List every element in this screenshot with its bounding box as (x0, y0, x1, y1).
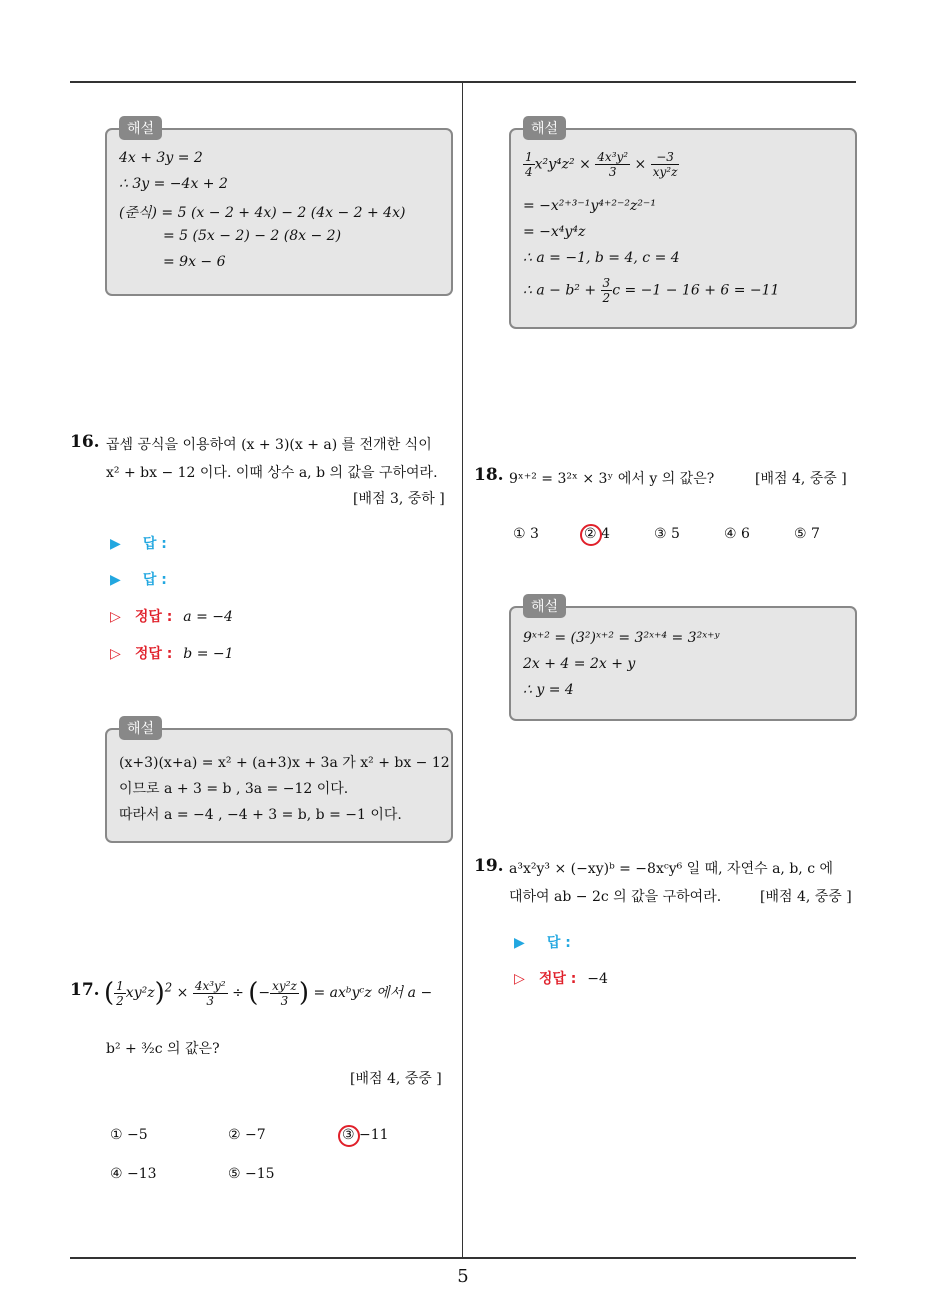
outline-triangle-icon: ▷ (110, 609, 121, 625)
column-divider (462, 83, 463, 1259)
question-number-17: 17. (70, 980, 100, 1000)
solution-line: (x+3)(x+a) = x² + (a+3)x + 3a 가 x² + bx − 12 (119, 755, 450, 771)
selected-answer-circle (338, 1125, 360, 1147)
choice-4[interactable]: ④ 6 (724, 526, 750, 542)
solution-line: 4x + 3y = 2 (119, 150, 203, 166)
solution-box-1 (105, 121, 453, 296)
question-17-score: [배점 4, 중중 ] (350, 1071, 442, 1087)
solution-box-4 (509, 599, 857, 721)
correct-answer-row (514, 968, 608, 988)
choice-3[interactable]: ③ −11 (342, 1127, 389, 1143)
solution-line: = −x⁴y⁴z (523, 224, 586, 240)
outline-triangle-icon: ▷ (110, 646, 121, 662)
selected-answer-circle (580, 524, 602, 546)
question-17-expression: ( $\frac{1}{2}$ xy²z)$^2$ × $\frac{\text{4x³y²}}{3}$ ÷ (− $\frac{\text{xy²z}}{3}$ ) = axᵇyᶜz 에서 a − (104, 978, 433, 1008)
solution-line: ∴ a = −1, b = 4, c = 4 (523, 250, 680, 266)
solution-line: 9ˣ⁺² = (3²)ˣ⁺² = 3²ˣ⁺⁴ = 3²ˣ⁺ʸ (523, 630, 720, 646)
solution-line: 2x + 4 = 2x + y (523, 656, 636, 672)
choice-1[interactable]: ① −5 (110, 1127, 148, 1143)
question-16-text-line1: 곱셈 공식을 이용하여 (x + 3)(x + a) 를 전개한 식이 (106, 437, 432, 453)
answer-label: 답 : (142, 572, 167, 588)
page-number: 5 (457, 1266, 469, 1287)
play-triangle-icon: ▶ (110, 536, 121, 552)
correct-answer-row-1 (110, 606, 233, 626)
solution-line: ∴ y = 4 (523, 682, 574, 698)
choice-4[interactable]: ④ −13 (110, 1166, 157, 1182)
solution-box-2 (105, 721, 453, 843)
solution-box-3 (509, 121, 857, 329)
correct-label: 정답 : (538, 971, 577, 987)
question-16-text-line2: x² + bx − 12 이다. 이때 상수 a, b 의 값을 구하여라. (106, 465, 438, 481)
correct-answer-row-2 (110, 643, 234, 663)
outline-triangle-icon: ▷ (514, 971, 525, 987)
question-17-expression-tail: = axᵇyᶜz 에서 a − (313, 985, 433, 1001)
choice-2[interactable]: ② −7 (228, 1127, 266, 1143)
solution-line-final: ∴ a − b² + $\frac{3}{2}$ c = −1 − 16 + 6 = −11 (523, 276, 780, 305)
answer-label: 답 : (142, 536, 167, 552)
solution-line: = 9x − 6 (163, 254, 226, 270)
solution-label: 해설 (119, 116, 162, 140)
solution-label: 해설 (523, 594, 566, 618)
solution-line: 이므로 a + 3 = b , 3a = −12 이다. (119, 781, 349, 797)
top-rule (70, 81, 856, 83)
play-triangle-icon: ▶ (110, 572, 121, 588)
choice-5[interactable]: ⑤ 7 (794, 526, 820, 542)
solution-line-fraction-product: $\frac{1}{4}$ x²y⁴z² × $\frac{\text{4x³y²}}{3}$ × $\frac{-3}{\text{xy²z}}$ (525, 150, 678, 179)
choice-3[interactable]: ③ 5 (654, 526, 680, 542)
solution-line: ∴ 3y = −4x + 2 (119, 176, 228, 192)
correct-label: 정답 : (134, 646, 173, 662)
answer-row (514, 932, 571, 952)
question-number-19: 19. (474, 856, 504, 876)
question-number-16: 16. (70, 432, 100, 452)
solution-line: = −x²⁺³⁻¹y⁴⁺²⁻²z²⁻¹ (523, 198, 656, 214)
correct-value: −4 (587, 971, 608, 987)
answer-row-1 (110, 533, 167, 553)
question-18-text: 9ˣ⁺² = 3²ˣ × 3ʸ 에서 y 의 값은? (509, 471, 715, 487)
question-19-score: [배점 4, 중중 ] (760, 889, 852, 905)
question-19-text-line1: a³x²y³ × (−xy)ᵇ = −8xᶜy⁶ 일 때, 자연수 a, b, c 에 (509, 861, 834, 877)
answer-row-2 (110, 569, 167, 589)
correct-value: b = −1 (183, 646, 234, 662)
play-triangle-icon: ▶ (514, 935, 525, 951)
question-18-score: [배점 4, 중중 ] (755, 471, 847, 487)
choice-2[interactable]: ② 4 (584, 526, 610, 542)
correct-label: 정답 : (134, 609, 173, 625)
correct-value: a = −4 (183, 609, 233, 625)
question-16-score: [배점 3, 중하 ] (353, 491, 445, 507)
answer-label: 답 : (546, 935, 571, 951)
solution-line: = 5 (5x − 2) − 2 (8x − 2) (163, 228, 342, 244)
question-17-text-line2: b² + ³⁄₂c 의 값은? (106, 1041, 220, 1057)
solution-label: 해설 (119, 716, 162, 740)
question-19-text-line2: 대하여 ab − 2c 의 값을 구하여라. (509, 889, 722, 905)
bottom-rule (70, 1257, 856, 1259)
question-number-18: 18. (474, 465, 504, 485)
solution-label: 해설 (523, 116, 566, 140)
choice-1[interactable]: ① 3 (513, 526, 539, 542)
solution-line: (준식) = 5 (x − 2 + 4x) − 2 (4x − 2 + 4x) (119, 205, 406, 221)
solution-line: 따라서 a = −4 , −4 + 3 = b, b = −1 이다. (119, 807, 402, 823)
choice-5[interactable]: ⑤ −15 (228, 1166, 275, 1182)
